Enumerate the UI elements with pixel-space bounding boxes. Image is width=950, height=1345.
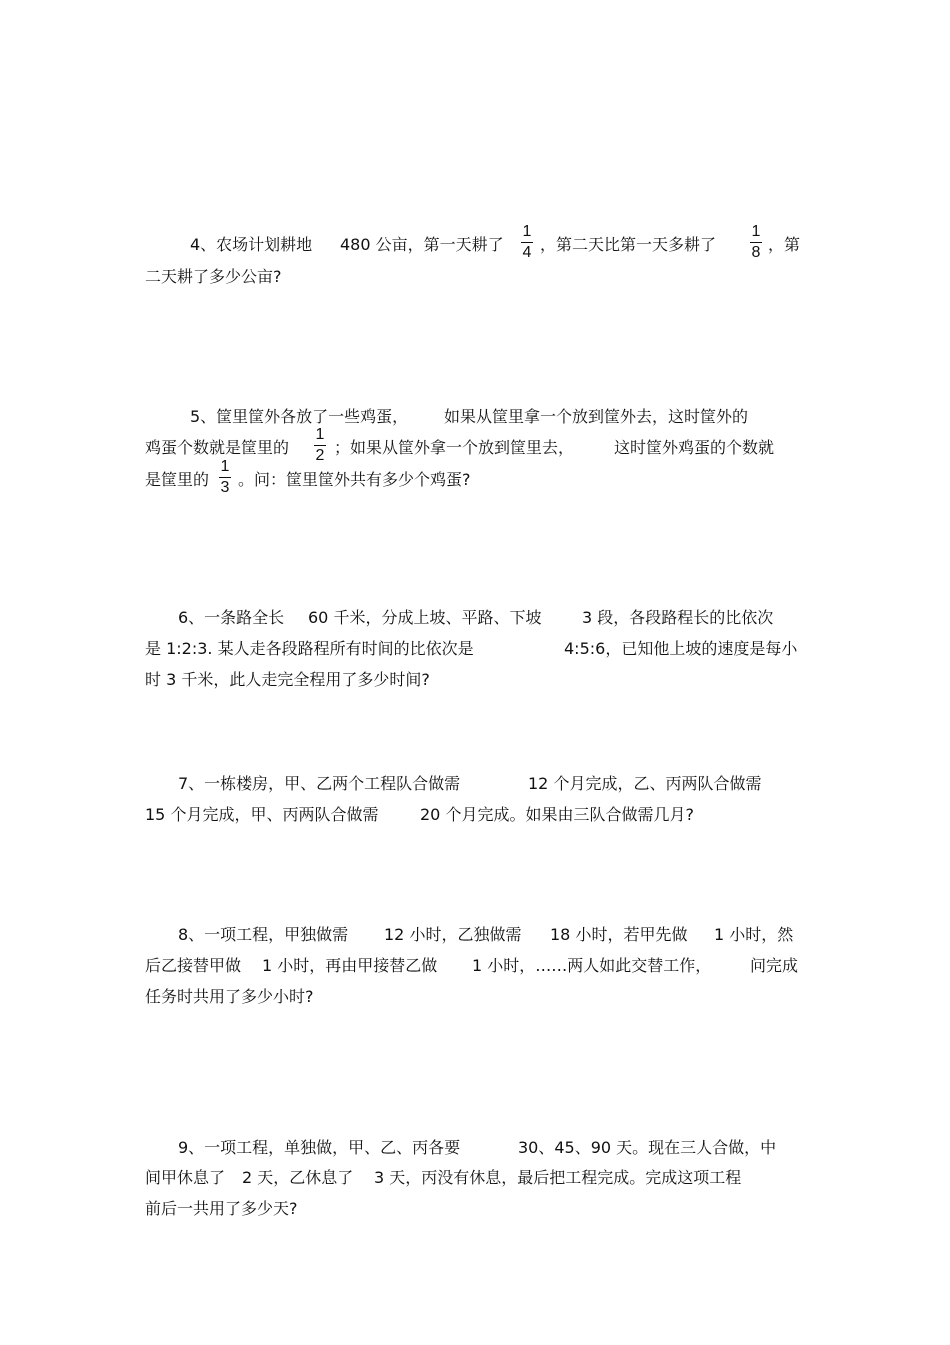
problem-4-line-2: 二天耕了多少公亩? (145, 267, 282, 286)
fraction-denominator: 3 (220, 479, 230, 496)
problem-8-line-3: 任务时共用了多少小时? (145, 987, 314, 1006)
fraction-denominator: 4 (522, 244, 532, 261)
fraction-one-third (217, 458, 233, 497)
problem-5-line-2c: 这时筐外鸡蛋的个数就 (614, 438, 775, 457)
problem-8-line-2c: 1 小时，……两人如此交替工作， (472, 956, 712, 975)
fraction-one-half (312, 426, 328, 465)
fraction-numerator: 1 (220, 458, 230, 475)
fraction-bar (219, 477, 231, 478)
problem-8-line-1b: 12 小时，乙独做需 (384, 925, 522, 944)
problem-9-line-2a: 间甲休息了 (145, 1168, 226, 1187)
problem-7-line-2a: 15 个月完成，甲、丙两队合做需 (145, 805, 379, 824)
problem-4-line-1b: 480 公亩，第一天耕了 (340, 235, 504, 254)
fraction-one-eighth (748, 223, 764, 262)
fraction-denominator: 2 (315, 447, 325, 464)
problem-6-line-1c: 3 段，各段路程长的比依次 (582, 608, 774, 627)
problem-8-line-2a: 后乙接替甲做 (145, 956, 242, 975)
problem-5-line-3a: 是筐里的 (145, 470, 210, 489)
fraction-one-quarter (519, 223, 535, 262)
problem-7-line-1a: 7、一栋楼房，甲、乙两个工程队合做需 (178, 774, 461, 793)
problem-7-line-1b: 12 个月完成，乙、丙两队合做需 (528, 774, 762, 793)
problem-4-line-1d: ，第 (768, 235, 801, 254)
problem-5-line-2b: ；如果从筐外拿一个放到筐里去， (334, 438, 575, 457)
problem-5-line-1a: 5、筐里筐外各放了一些鸡蛋， (190, 407, 409, 426)
problem-8-line-1a: 8、一项工程，甲独做需 (178, 925, 349, 944)
problem-4-line-1a: 4、农场计划耕地 (190, 235, 313, 254)
problem-9-line-2c: 3 天，丙没有休息，最后把工程完成。完成这项工程 (374, 1168, 742, 1187)
problem-9-line-1b: 30、45、90 天。现在三人合做，中 (518, 1138, 777, 1157)
problem-6-line-1a: 6、一条路全长 (178, 608, 285, 627)
problem-6-line-1b: 60 千米，分成上坡、平路、下坡 (308, 608, 542, 627)
fraction-numerator: 1 (522, 223, 532, 240)
fraction-numerator: 1 (315, 426, 325, 443)
fraction-bar (750, 242, 762, 243)
fraction-bar (314, 445, 326, 446)
problem-6-line-2a: 是 1:2:3. 某人走各段路程所有时间的比依次是 (145, 639, 474, 658)
problem-6-line-2b: 4:5:6，已知他上坡的速度是每小 (564, 639, 798, 658)
problem-8-line-2d: 问完成 (750, 956, 799, 975)
problem-7-line-2b: 20 个月完成。如果由三队合做需几月? (420, 805, 694, 824)
problem-9-line-1a: 9、一项工程，单独做，甲、乙、丙各要 (178, 1138, 461, 1157)
problem-6-line-3: 时 3 千米，此人走完全程用了多少时间? (145, 670, 430, 689)
fraction-bar (521, 242, 533, 243)
problem-5-line-1b: 如果从筐里拿一个放到筐外去，这时筐外的 (444, 407, 749, 426)
problem-8-line-1d: 1 小时，然 (714, 925, 794, 944)
problem-9-line-3: 前后一共用了多少天? (145, 1199, 298, 1218)
fraction-denominator: 8 (751, 244, 761, 261)
problem-8-line-2b: 1 小时，再由甲接替乙做 (262, 956, 438, 975)
problem-9-line-2b: 2 天，乙休息了 (242, 1168, 354, 1187)
problem-8-line-1c: 18 小时，若甲先做 (550, 925, 688, 944)
problem-4-line-1c: ，第二天比第一天多耕了 (540, 235, 717, 254)
problem-5-line-2a: 鸡蛋个数就是筐里的 (145, 438, 290, 457)
fraction-numerator: 1 (751, 223, 761, 240)
problem-5-line-3b: 。问：筐里筐外共有多少个鸡蛋? (238, 470, 471, 489)
